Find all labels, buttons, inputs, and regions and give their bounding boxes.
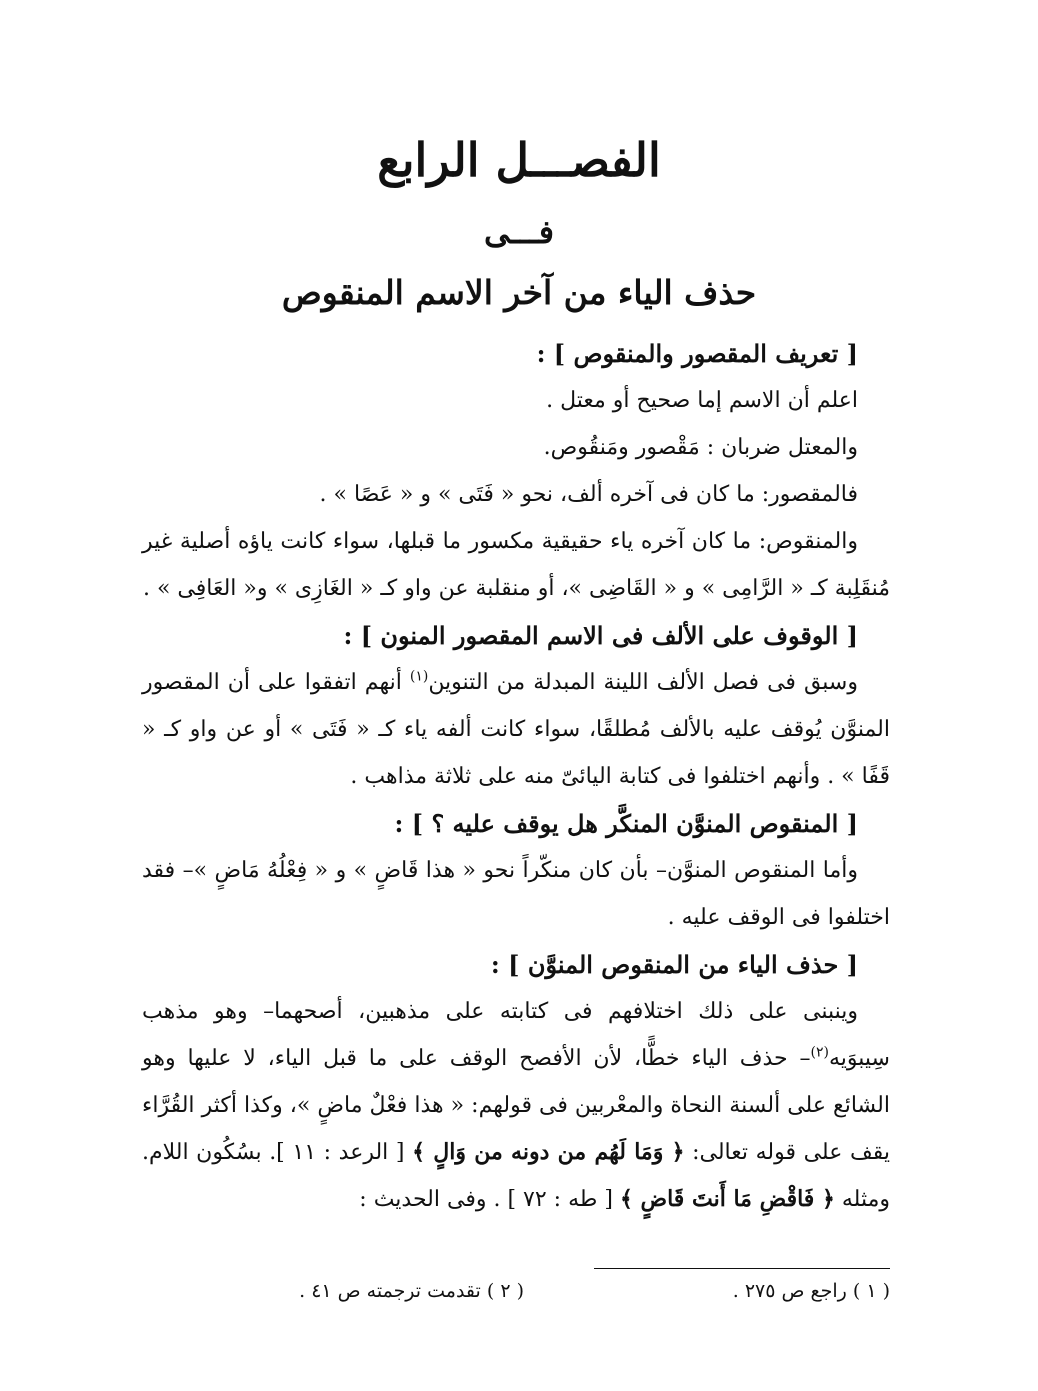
paragraph: والمعتل ضربان : مَقْصور ومَنقُوص. — [543, 435, 858, 460]
footnote-1: ( ١ ) راجع ص ٢٧٥ . — [732, 1280, 890, 1302]
section-heading-maqsur-stop: [ الوقوف على الألف فى الاسم المقصور المنون ] : — [343, 621, 858, 650]
text-run: [ الرعد : ١١ ]. بسُكُون اللام. ومثله — [142, 1140, 890, 1212]
paragraph — [142, 659, 890, 800]
text-run: أنهم اتفقوا على أن المقصور المنوَّن يُوقف عليه بالألف مُطلقًا، سواء كانت ألفه ياء كـ « فَتَى » أو عن واو كـ « قَفًا » . وأنهم اختلفوا فى كتابة اليائىّ منه على ثلاثة مذاهب . — [142, 670, 890, 789]
footnote-2: ( ٢ ) تقدمت ترجمته ص ٤١ . — [299, 1280, 524, 1302]
footnote-ref-2[interactable]: (٢) — [810, 1044, 829, 1061]
quran-quote: ﴿ وَمَا لَهُم من دونه من وَالٍ ﴾ — [412, 1139, 685, 1165]
paragraph: والمنقوص: ما كان آخره ياء حقيقية مكسور ما قبلها، سواء كانت ياؤه أصلية غير مُنقَلِبة كـ « الرَّامِى » و « القَاضِى »، أو منقلبة عن واو كـ « الغَازِى » و« العَافِى » . — [142, 529, 890, 601]
body-text — [142, 330, 890, 1223]
paragraph: اعلم أن الاسم إما صحيح أو معتل . — [546, 388, 858, 413]
section-heading-manqus-stop: [ المنقوص المنوَّن المنكَّر هل يوقف عليه ؟ ] : — [394, 809, 858, 838]
chapter-preposition: فـــى — [483, 213, 555, 251]
section-heading-ya-deletion: [ حذف الياء من المنقوص المنوَّن ] : — [490, 950, 858, 979]
chapter-subtitle: حذف الياء من آخر الاسم المنقوص — [281, 273, 757, 312]
section-heading-definition: [ تعريف المقصور والمنقوص ] : — [536, 339, 858, 368]
paragraph — [142, 988, 890, 1223]
text-run: – حذف الياء خطًّا، لأن الأفصح الوقف على ما قبل الياء، لا عليها وهو الشائع على ألسنة النحاة والمعْربين فى قولهم: « هذا فعْلٌ ماضٍ »، وكذا أكثر القُرَّاء يقف على قوله تعالى: — [142, 1046, 890, 1165]
text-run: [ طه : ٧٢ ] . وفى الحديث : — [359, 1187, 620, 1212]
footnote-ref-1[interactable]: (١) — [409, 668, 429, 685]
text-run: وسبق فى فصل الألف اللينة المبدلة من التنوين — [428, 670, 858, 695]
paragraph: فالمقصور: ما كان فى آخره ألف، نحو « فَتَى » و « عَصًا » . — [319, 482, 858, 507]
quran-quote: ﴿ فَاقْضِ مَا أَنتَ قَاضٍ ﴾ — [619, 1186, 835, 1212]
text-run: وينبنى على ذلك اختلافهم فى كتابته على مذهبين، أصحهما– وهو مذهب سِيبوَيه — [142, 999, 890, 1071]
chapter-title: الفصـــل الرابع — [377, 133, 661, 187]
paragraph: وأما المنقوص المنوَّن– بأن كان منكّراً نحو « هذا قَاضٍ » و « فِعْلُهُ مَاضٍ »– فقد اختلفوا فى الوقف عليه . — [142, 858, 890, 930]
footnote-divider — [594, 1268, 890, 1269]
